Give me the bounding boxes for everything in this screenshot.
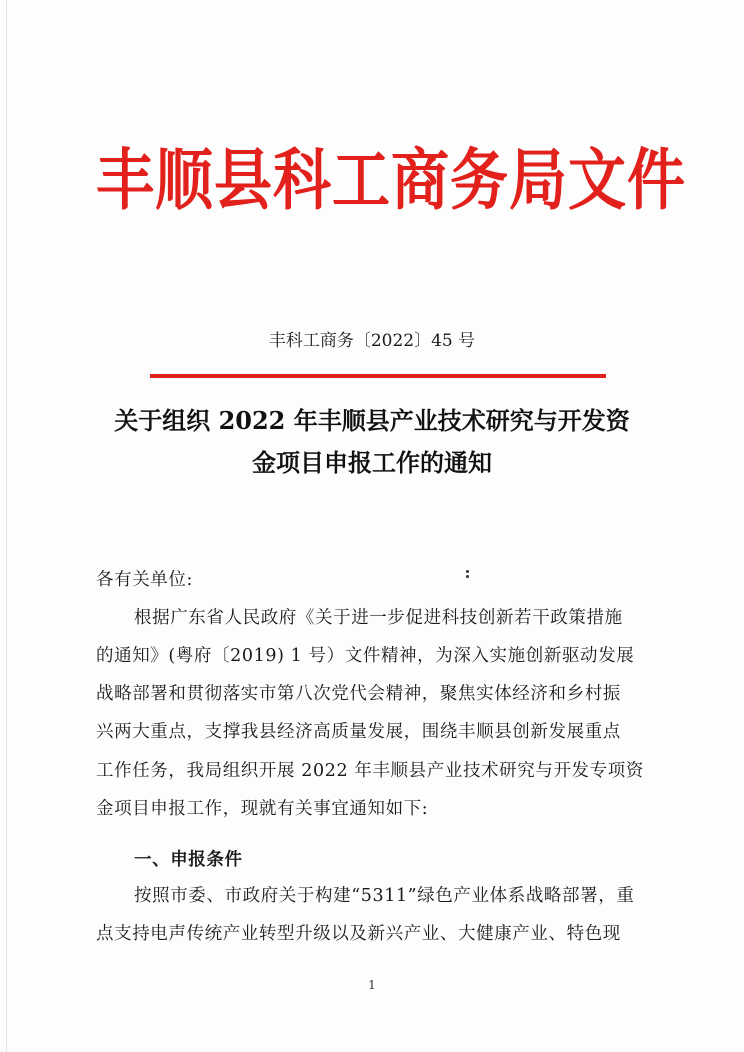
paragraph-line: 兴两大重点，支撑我县经济高质量发展，围绕丰顺县创新发展重点: [96, 722, 621, 742]
paragraph-line: 战略部署和贯彻落实市第八次党代会精神，聚焦实体经济和乡村振: [96, 684, 621, 704]
paragraph-line: 金项目申报工作，现就有关事宜通知如下:: [96, 799, 429, 819]
page-number: 1: [368, 978, 376, 992]
scan-speck: [466, 570, 469, 584]
salutation: 各有关单位:: [96, 570, 193, 590]
paragraph-line: 根据广东省人民政府《关于进一步促进科技创新若干政策措施: [134, 608, 623, 628]
title-line-2: 金项目申报工作的通知: [252, 448, 492, 477]
section-heading: 一、申报条件: [134, 850, 243, 870]
paragraph-line: 点支持电声传统产业转型升级以及新兴产业、大健康产业、特色现: [96, 924, 621, 944]
title-line-1: 关于组织 2022 年丰顺县产业技术研究与开发资: [114, 406, 630, 435]
scan-edge: [6, 0, 7, 1052]
paragraph-line: 工作任务，我局组织开展 2022 年丰顺县产业技术研究与开发专项资: [96, 761, 644, 781]
red-masthead: 丰顺县科工商务局文件: [96, 140, 687, 220]
paragraph-line: 的通知》(粤府〔2019) 1 号）文件精神，为深入实施创新驱动发展: [96, 646, 635, 666]
paragraph-line: 按照市委、市政府关于构建“5311”绿色产业体系战略部署，重: [134, 886, 635, 906]
document-number: 丰科工商务〔2022〕45 号: [268, 331, 476, 351]
red-divider-line: [150, 374, 606, 378]
